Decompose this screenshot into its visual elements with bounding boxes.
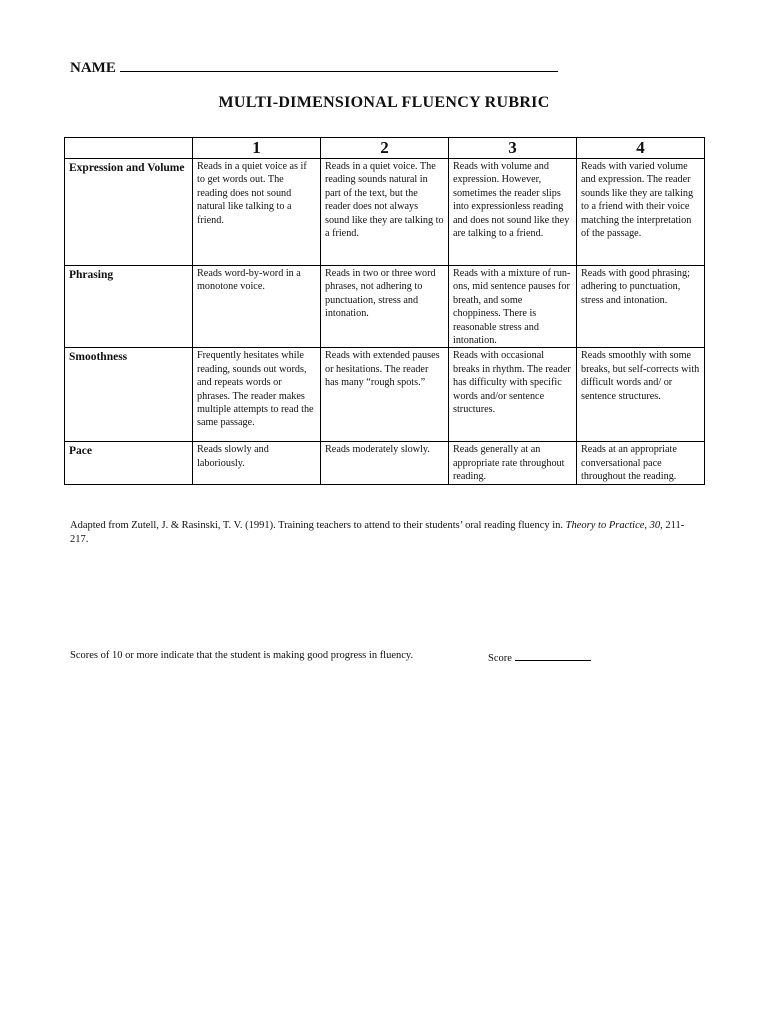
table-cell: Reads at an appropriate conversational pace throughout the reading.	[577, 442, 705, 484]
table-cell: Reads generally at an appropriate rate throughout reading.	[449, 442, 577, 484]
table-header-row	[65, 138, 705, 159]
table-cell: Reads with varied volume and expression. The reader sounds like they are talking to a friend with their voice matching the interpretation of the passage.	[577, 159, 705, 266]
header-cell-score-1: 1	[193, 138, 321, 159]
citation-journal: Theory to Practice, 30	[565, 520, 661, 531]
table-row-expression	[65, 159, 705, 266]
table-row-smoothness	[65, 348, 705, 442]
table-cell: Reads with good phrasing; adhering to punctuation, stress and intonation.	[577, 266, 705, 348]
name-field[interactable]	[120, 57, 558, 72]
citation	[70, 519, 690, 547]
row-label-phrasing: Phrasing	[65, 266, 193, 348]
table-cell: Reads moderately slowly.	[321, 442, 449, 484]
row-label-pace: Pace	[65, 442, 193, 484]
table-cell: Frequently hesitates while reading, sounds out words, and repeats words or phrases. The reader makes multiple attempts to read the same passage.	[193, 348, 321, 442]
name-label: NAME	[70, 60, 116, 76]
header-cell-score-2: 2	[321, 138, 449, 159]
row-label-smoothness: Smoothness	[65, 348, 193, 442]
table-cell: Reads in a quiet voice as if to get words out. The reading does not sound natural like talking to a friend.	[193, 159, 321, 266]
score-line	[488, 650, 591, 664]
page-title: MULTI-DIMENSIONAL FLUENCY RUBRIC	[218, 94, 550, 111]
header-cell-blank	[65, 138, 193, 159]
table-row-phrasing	[65, 266, 705, 348]
table-cell: Reads with volume and expression. However, sometimes the reader slips into expressionless reading and does not sound like they are talking to a friend.	[449, 159, 577, 266]
table-cell: Reads in a quiet voice. The reading sounds natural in part of the text, but the reader does not always sound like they are talking to a friend.	[321, 159, 449, 266]
score-label: Score	[488, 653, 512, 664]
table-cell: Reads smoothly with some breaks, but self-corrects with difficult words and/ or sentence structures.	[577, 348, 705, 442]
table-cell: Reads with a mixture of run-ons, mid sentence pauses for breath, and some choppiness. There is reasonable stress and intonation.	[449, 266, 577, 348]
header-cell-score-4: 4	[577, 138, 705, 159]
rubric-table	[64, 137, 705, 485]
table-row-pace	[65, 442, 705, 484]
header-cell-score-3: 3	[449, 138, 577, 159]
table-cell: Reads in two or three word phrases, not adhering to punctuation, stress and intonation.	[321, 266, 449, 348]
citation-prefix: Adapted from Zutell, J. & Rasinski, T. V. (1991). Training teachers to attend to their students’ oral reading fluency in.	[70, 520, 566, 531]
table-cell: Reads word-by-word in a monotone voice.	[193, 266, 321, 348]
scores-note: Scores of 10 or more indicate that the student is making good progress in fluency.	[70, 650, 414, 661]
name-line	[70, 57, 558, 77]
table-cell: Reads with extended pauses or hesitations. The reader has many “rough spots.”	[321, 348, 449, 442]
citation-suffix: , 211-217.	[70, 520, 685, 545]
table-cell: Reads slowly and laboriously.	[193, 442, 321, 484]
row-label-expression: Expression and Volume	[65, 159, 193, 266]
table-cell: Reads with occasional breaks in rhythm. The reader has difficulty with specific words and/or sentence structures.	[449, 348, 577, 442]
score-field[interactable]	[515, 650, 591, 661]
